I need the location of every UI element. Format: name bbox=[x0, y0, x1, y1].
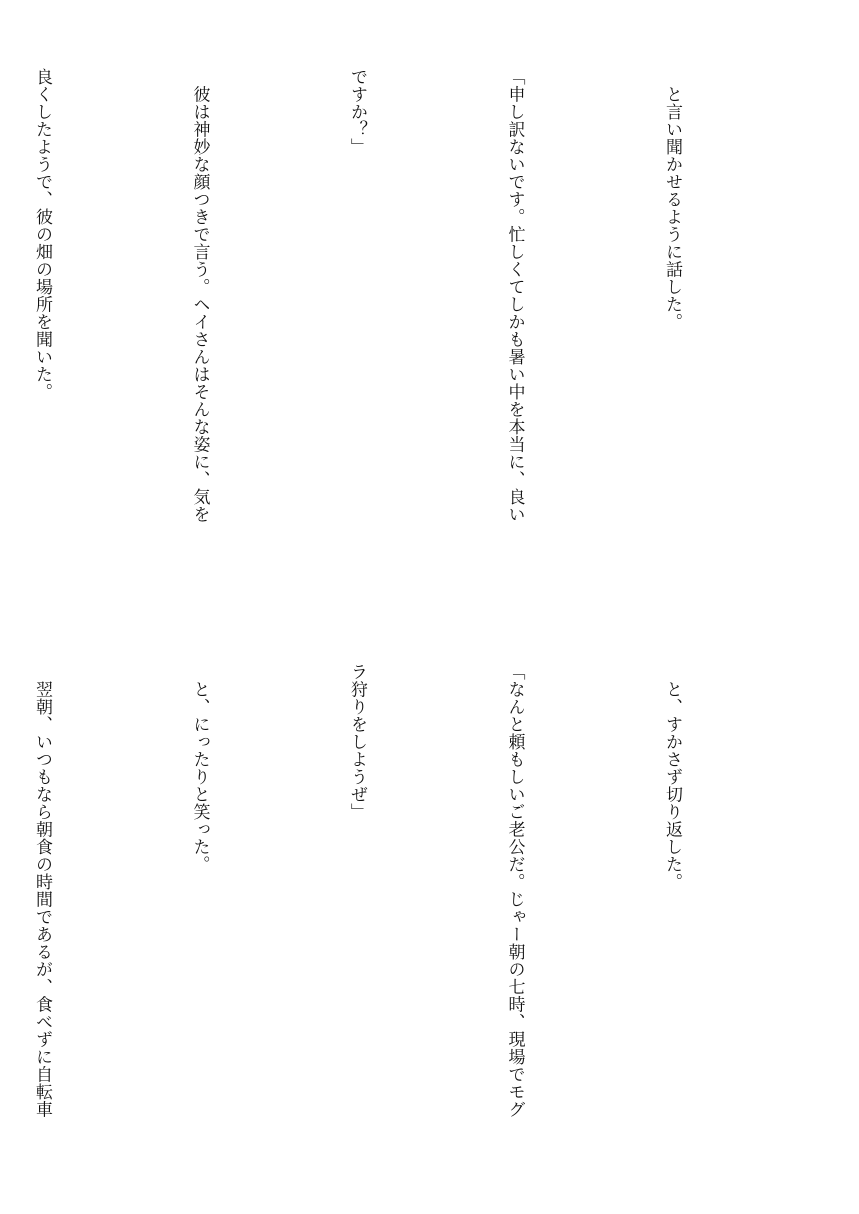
text-line: と、すかさず切り返した。 bbox=[662, 663, 682, 891]
text-line: 翌朝、いつもなら朝食の時間であるが、食べずに自転車 bbox=[32, 663, 52, 1118]
text-block-top bbox=[32, 68, 803, 568]
text-block-bottom bbox=[32, 663, 803, 1163]
text-line: ラ狩りをしようぜ」 bbox=[347, 663, 367, 821]
text-line: 「申し訳ないです。忙しくてしかも暑い中を本当に、良い bbox=[504, 68, 525, 523]
text-line: 「なんと頼もしいご老公だ。じゃー朝の七時、現場でモグ bbox=[504, 663, 525, 1118]
text-line: と、にったりと笑った。 bbox=[189, 663, 210, 873]
text-line: 良くしたようで、彼の畑の場所を聞いた。 bbox=[32, 68, 52, 401]
text-line: ですか？」 bbox=[347, 68, 367, 156]
text-line: 彼は神妙な顔つきで言う。ヘイさんはそんな姿に、気を bbox=[189, 68, 210, 523]
text-line: と言い聞かせるように話した。 bbox=[662, 68, 682, 331]
